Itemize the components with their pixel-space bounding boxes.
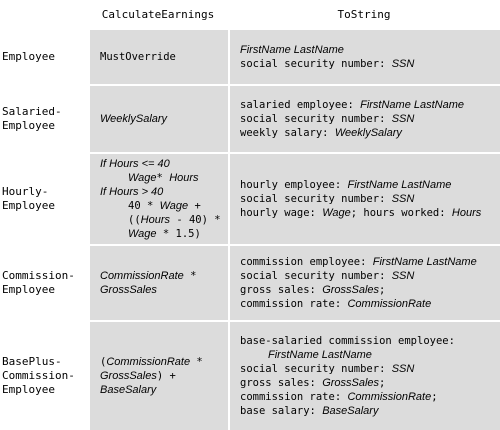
cell-line xyxy=(100,213,222,227)
row-label-line: Employee xyxy=(2,383,55,396)
placeholder-text: GrossSales xyxy=(322,284,380,296)
cell-line xyxy=(240,192,494,206)
literal-text: - 40) * xyxy=(170,214,221,226)
cell-line xyxy=(100,369,222,383)
cell-line xyxy=(240,362,494,376)
placeholder-text: GrossSales xyxy=(100,284,157,296)
tostring-cell-hourly-employee xyxy=(228,152,500,244)
literal-text: ) + xyxy=(156,370,176,382)
literal-text: ; xyxy=(379,377,386,389)
row-label-line: Employee xyxy=(2,119,55,132)
placeholder-text: SSN xyxy=(391,270,415,282)
row-label-employee xyxy=(0,28,88,84)
row-label-text xyxy=(2,50,55,64)
corner-header xyxy=(0,0,88,28)
cell-line xyxy=(240,334,494,348)
literal-text: social security number: xyxy=(240,113,392,125)
literal-text: hourly employee: xyxy=(240,179,348,191)
cell-line xyxy=(100,283,222,297)
cell-line xyxy=(240,98,494,112)
literal-text: base salary: xyxy=(240,405,323,417)
placeholder-text: FirstName LastName xyxy=(268,349,372,361)
literal-text: commission employee: xyxy=(240,256,373,268)
tostring-cell-commission-employee xyxy=(228,244,500,320)
cell-line xyxy=(100,269,222,283)
cell-line xyxy=(240,348,494,362)
row-label-text xyxy=(2,185,55,213)
cell-line xyxy=(100,171,222,185)
tostring-cell-baseplus-commission-employee xyxy=(228,320,500,430)
placeholder-text: Wage xyxy=(128,172,157,184)
literal-text: (( xyxy=(128,214,141,226)
cell-line xyxy=(100,185,222,199)
placeholder-text: CommissionRate xyxy=(100,270,184,282)
literal-text: base-salaried commission employee: xyxy=(240,335,455,347)
literal-text: * xyxy=(183,270,197,282)
placeholder-text: If Hours <= 40 xyxy=(100,158,170,170)
literal-text: * xyxy=(190,356,203,368)
earnings-cell-hourly-employee xyxy=(88,152,228,244)
placeholder-text: Wage xyxy=(159,200,189,212)
cell-line xyxy=(240,126,494,140)
placeholder-text: Hours xyxy=(169,172,199,184)
literal-text: * 1.5) xyxy=(156,228,201,240)
literal-text: ; xyxy=(431,391,438,403)
cell-line xyxy=(100,50,222,64)
placeholder-text: WeeklySalary xyxy=(334,127,402,139)
row-label-hourly-employee xyxy=(0,152,88,244)
placeholder-text: SSN xyxy=(391,58,415,70)
literal-text: ; xyxy=(379,284,386,296)
row-label-line: Employee xyxy=(2,283,55,296)
cell-line xyxy=(240,112,494,126)
cell-line xyxy=(100,112,222,126)
row-label-line: Employee xyxy=(2,199,55,212)
literal-text: + xyxy=(188,200,201,212)
cell-line xyxy=(240,390,494,404)
cell-line xyxy=(240,255,494,269)
placeholder-text: CommissionRate xyxy=(347,391,432,403)
cell-line xyxy=(240,376,494,390)
cell-line xyxy=(240,404,494,418)
literal-text: 40 * xyxy=(128,200,160,212)
cell-line xyxy=(240,283,494,297)
header-calculate-earnings: CalculateEarnings xyxy=(88,0,228,28)
placeholder-text: WeeklySalary xyxy=(100,113,168,125)
placeholder-text: CommissionRate xyxy=(347,298,432,310)
literal-text: gross sales: xyxy=(240,377,323,389)
literal-text: social security number: xyxy=(240,270,392,282)
row-label-text xyxy=(2,105,62,133)
placeholder-text: FirstName LastName xyxy=(347,179,452,191)
cell-line xyxy=(100,199,222,213)
placeholder-text: If Hours > 40 xyxy=(100,186,164,198)
placeholder-text: SSN xyxy=(391,193,415,205)
literal-text: commission rate: xyxy=(240,391,348,403)
header-tostring: ToString xyxy=(228,0,500,28)
literal-text: social security number: xyxy=(240,58,392,70)
cell-line xyxy=(240,269,494,283)
literal-text: * xyxy=(156,172,170,184)
literal-text: weekly salary: xyxy=(240,127,335,139)
earnings-cell-employee xyxy=(88,28,228,84)
placeholder-text: FirstName LastName xyxy=(372,256,477,268)
placeholder-text: Hours xyxy=(451,207,482,219)
cell-line xyxy=(100,227,222,241)
literal-text: ( xyxy=(100,356,107,368)
row-label-text xyxy=(2,269,75,297)
row-label-line: Employee xyxy=(2,50,55,63)
literal-text: salaried employee: xyxy=(240,99,361,111)
literal-text: hourly wage: xyxy=(240,207,323,219)
placeholder-text: BaseSalary xyxy=(322,405,379,417)
placeholder-text: GrossSales xyxy=(322,377,380,389)
placeholder-text: BaseSalary xyxy=(100,384,157,396)
literal-text: social security number: xyxy=(240,193,392,205)
placeholder-text: SSN xyxy=(391,113,415,125)
row-label-salaried-employee xyxy=(0,84,88,152)
literal-text: gross sales: xyxy=(240,284,323,296)
row-label-baseplus-commission-employee xyxy=(0,320,88,430)
row-label-line: BasePlus- xyxy=(2,355,62,368)
earnings-cell-baseplus-commission-employee xyxy=(88,320,228,430)
cell-line xyxy=(240,43,494,57)
cell-line xyxy=(240,57,494,71)
literal-text: social security number: xyxy=(240,363,392,375)
cell-line xyxy=(240,297,494,311)
placeholder-text: CommissionRate xyxy=(106,356,191,368)
cell-line xyxy=(100,355,222,369)
literal-text: commission rate: xyxy=(240,298,348,310)
row-label-line: Salaried- xyxy=(2,105,62,118)
placeholder-text: GrossSales xyxy=(100,370,157,382)
row-label-line: Commission- xyxy=(2,269,75,282)
earnings-cell-salaried-employee xyxy=(88,84,228,152)
row-label-commission-employee xyxy=(0,244,88,320)
tostring-cell-salaried-employee xyxy=(228,84,500,152)
literal-text: ; hours worked: xyxy=(350,207,452,219)
row-label-line: Commission- xyxy=(2,369,75,382)
placeholder-text: Wage xyxy=(322,207,351,219)
placeholder-text: Hours xyxy=(140,214,170,226)
cell-line xyxy=(100,383,222,397)
earnings-cell-commission-employee xyxy=(88,244,228,320)
placeholder-text: FirstName LastName xyxy=(240,44,344,56)
cell-line xyxy=(240,206,494,220)
row-label-text xyxy=(2,355,75,397)
row-label-line: Hourly- xyxy=(2,185,49,198)
placeholder-text: FirstName LastName xyxy=(360,99,465,111)
cell-line xyxy=(240,178,494,192)
placeholder-text: Wage xyxy=(128,228,157,240)
literal-text: MustOverride xyxy=(100,51,176,63)
tostring-cell-employee xyxy=(228,28,500,84)
cell-line xyxy=(100,157,222,171)
placeholder-text: SSN xyxy=(391,363,415,375)
